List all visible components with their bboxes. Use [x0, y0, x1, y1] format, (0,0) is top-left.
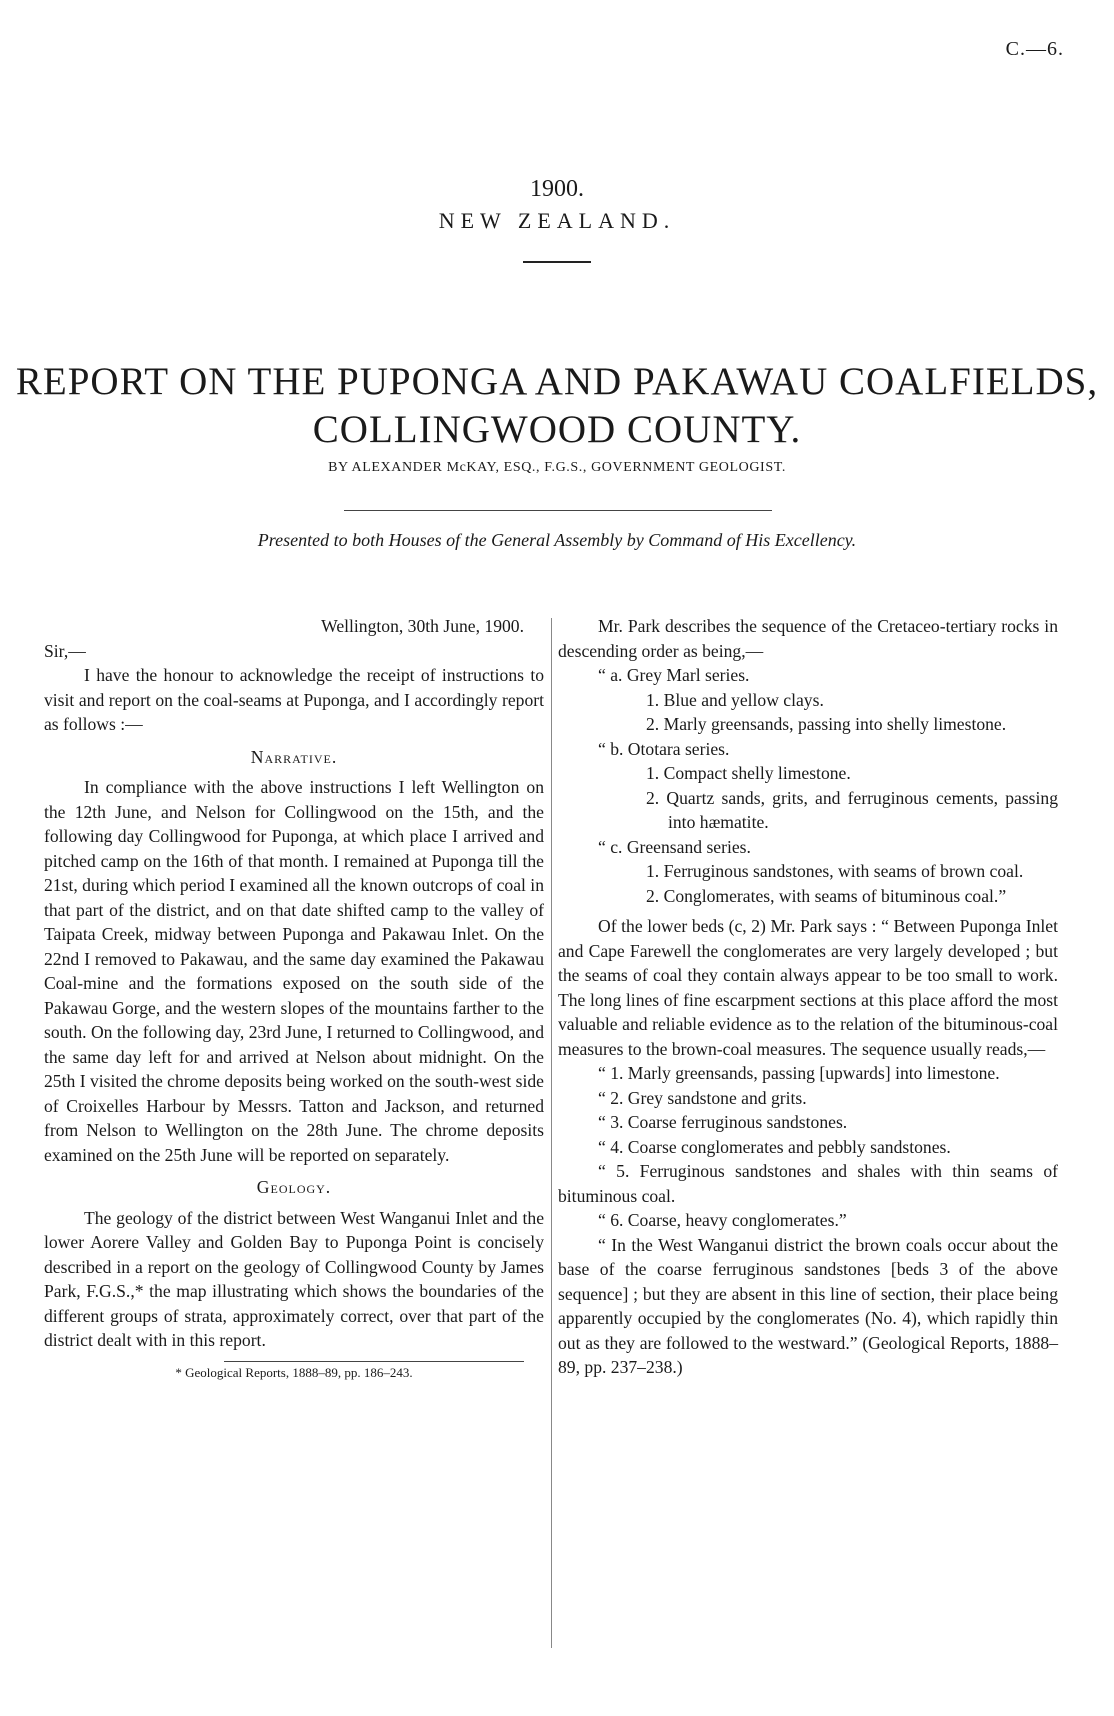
sequence-item: “ 2. Grey sandstone and grits. — [598, 1087, 807, 1108]
series-c-item-1: 1. Ferruginous sandstones, with seams of brown coal. — [646, 861, 1024, 881]
right-column — [558, 614, 1058, 1380]
series-a-item-1: 1. Blue and yellow clays. — [646, 689, 824, 710]
series-c-item-2: 2. Conglomerates, with seams of bituminous coal.” — [646, 885, 1007, 906]
series-a-item-2: 2. Marly greensands, passing into shelly limestone. — [646, 714, 1007, 734]
geology-paragraph: The geology of the district between West Wanganui Inlet and the lower Aorere Valley and Golden Bay to Puponga Point is concisely described in a report on the geology of Collingwood County by James Park, F.G.S.,* the map illustrating which shows the boundaries of the different groups of strata, approximately correct, over that part of the district dealt with in this report. — [44, 1207, 544, 1350]
series-b-label: “ b. Ototara series. — [598, 738, 730, 759]
country: NEW ZEALAND. — [438, 208, 676, 233]
byline: BY ALEXANDER McKAY, ESQ., F.G.S., GOVERNMENT GEOLOGIST. — [328, 460, 786, 475]
series-c-label: “ c. Greensand series. — [598, 836, 751, 857]
narrative-paragraph: In compliance with the above instructions I left Wellington on the 12th June, and Nelson for Collingwood on the 15th, and the following day Collingwood for Puponga, at which place I arrived and pitched camp on the 16th of that month. I remained at Puponga till the 21st, during which period I examined all the known outcrops of coal in that part of the district, and on that date shifted camp to the valley of Taipata Creek, midway between Puponga and Pakawau Inlet. On the 22nd I removed to Pakawau, and the same day examined the Pakawau Coal-mine and the formations exposed on the south side of the Pakawau Gorge, and the western slopes of the mountains farther to the south. On the following day, 23rd June, I returned to Collingwood, and the same day left for and arrived at Nelson about midnight. On the 25th I visited the chrome deposits being worked on the south-west side of Croixelles Harbour by Messrs. Tatton and Jackson, and returned from Nelson to Wellington on the 28th June. The chrome deposits examined on the 25th June will be reported on separately. — [44, 777, 544, 1165]
right-intro: Mr. Park describes the sequence of the Cretaceo-tertiary rocks in descending order as being,— — [558, 616, 1058, 661]
lower-beds-paragraph: Of the lower beds (c, 2) Mr. Park says : “ Between Puponga Inlet and Cape Farewell the conglomerates are very largely developed ; but the seams of coal they contain always appear to be too small to work. The long lines of fine escarpment sections at this place afford the most valuable and reliable evidence as to the relation of the bituminous-coal measures to the brown-coal measures. The sequence usually reads,— — [558, 916, 1058, 1059]
presented-line: Presented to both Houses of the General Assembly by Command of His Excellency. — [257, 530, 857, 550]
short-rule — [523, 261, 591, 263]
west-wanganui-paragraph: “ In the West Wanganui district the brown coals occur about the base of the coarse ferruginous sandstones [beds 3 of the above sequence] ; but they are absent in this line of section, their place being apparently occupied by the conglomerates (No. 4), which rapidly thin out as they are followed to the westward.” (Geological Reports, 1888–89, pp. 237–238.) — [558, 1234, 1058, 1377]
column-divider — [551, 618, 552, 1648]
mid-rule — [344, 510, 772, 511]
sequence-item: “ 5. Ferruginous sandstones and shales with thin seams of bituminous coal. — [558, 1161, 1058, 1206]
intro-paragraph: I have the honour to acknowledge the receipt of instructions to visit and report on the coal-seams at Puponga, and I accordingly report as follows :— — [44, 665, 544, 734]
title-line-2: COLLINGWOOD COUNTY. — [312, 408, 802, 451]
dateline: Wellington, 30th June, 1900. — [321, 616, 524, 636]
title-line-1: REPORT ON THE PUPONGA AND PAKAWAU COALFIELDS, — [15, 360, 1099, 403]
footnote-rule — [224, 1361, 524, 1362]
series-a-label: “ a. Grey Marl series. — [598, 665, 750, 685]
geology-heading: Geology. — [256, 1177, 332, 1197]
sequence-item: “ 6. Coarse, heavy conglomerates.” — [598, 1210, 847, 1230]
narrative-heading: Narrative. — [250, 746, 338, 767]
page-code: C.—6. — [1005, 38, 1064, 60]
salutation: Sir,— — [44, 640, 86, 661]
sequence-item: “ 4. Coarse conglomerates and pebbly sandstones. — [598, 1136, 951, 1157]
sequence-item: “ 1. Marly greensands, passing [upwards] into limestone. — [598, 1063, 1000, 1083]
left-column — [44, 614, 544, 1382]
sequence-item: “ 3. Coarse ferruginous sandstones. — [598, 1112, 848, 1132]
series-b-item-1: 1. Compact shelly limestone. — [646, 763, 851, 783]
series-b-item-2: 2. Quartz sands, grits, and ferruginous cements, passing into hæmatite. — [646, 787, 1058, 832]
report-title — [0, 358, 1114, 454]
footnote: * Geological Reports, 1888–89, pp. 186–243. — [175, 1364, 413, 1380]
year: 1900. — [530, 176, 584, 202]
